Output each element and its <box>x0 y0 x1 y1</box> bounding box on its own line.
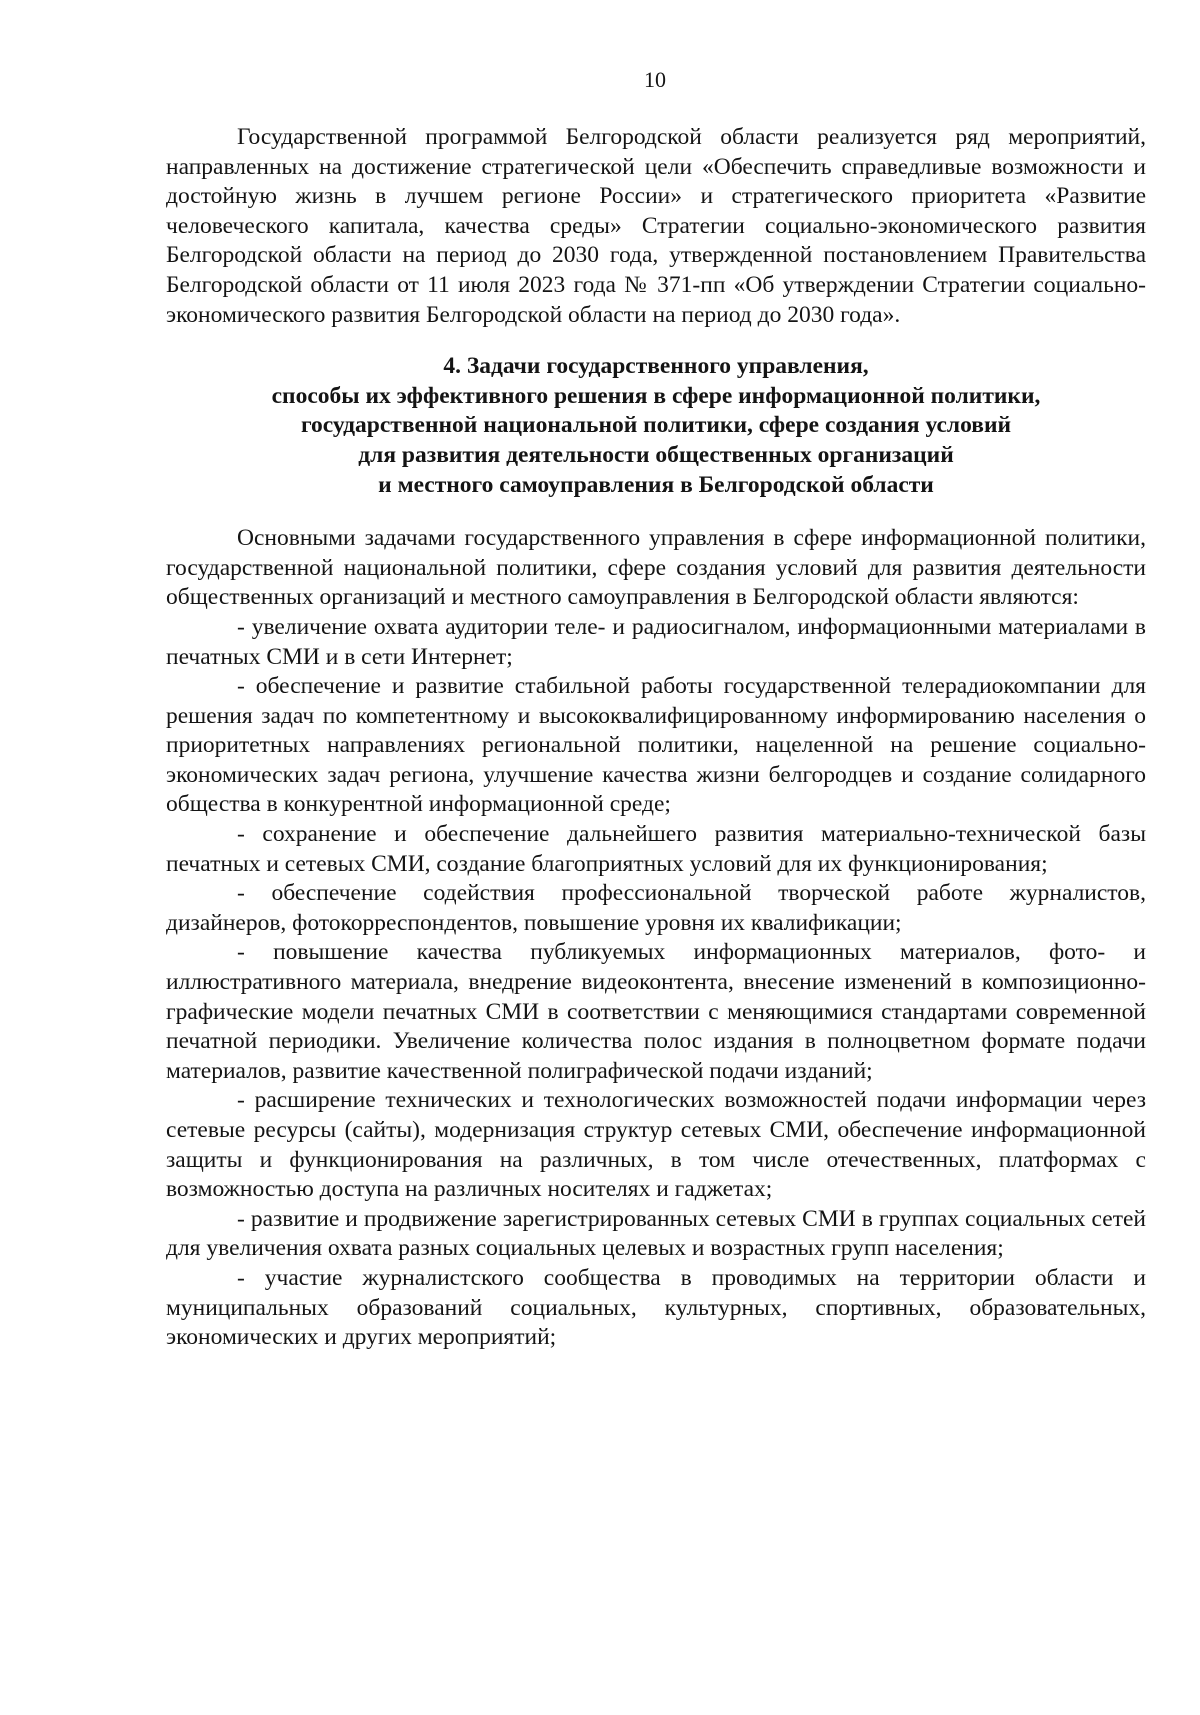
section-heading <box>166 352 1146 500</box>
section-heading-line-3: государственной национальной политики, сфере создания условий <box>300 412 1012 439</box>
task-item: - развитие и продвижение зарегистрированных сетевых СМИ в группах социальных сетей для увеличения охвата разных социальных целевых и возрастных групп населения; <box>166 1205 1146 1262</box>
document-body <box>166 123 1146 1353</box>
section-heading-line-1: 4. Задачи государственного управления, <box>443 353 869 380</box>
task-item: - обеспечение и развитие стабильной работы государственной телерадиокомпании для решения задач по компетентному и высококвалифицированному информированию населения о приоритетных направлениях региональной политики, нацеленной на решение социально-экономических задач региона, улучшение качества жизни белгородцев и создание солидарного общества в конкурентной информационной среде; <box>166 673 1146 818</box>
task-item: - участие журналистского сообщества в проводимых на территории области и муниципальных образований социальных, культурных, спортивных, образовательных, экономических и других мероприятий; <box>166 1264 1146 1351</box>
task-item: - расширение технических и технологических возможностей подачи информации через сетевые ресурсы (сайты), модернизация структур сетевых СМИ, обеспечение информационной защиты и функционирования на различных, в том числе отечественных, платформах с возможностью доступа на различных носителях и гаджетах; <box>166 1087 1146 1203</box>
tasks-intro-paragraph: Основными задачами государственного управления в сфере информационной политики, государственной национальной политики, сфере создания условий для развития деятельности общественных организаций и местного самоуправления в Белгородской области являются: <box>166 525 1146 611</box>
task-item: - увеличение охвата аудитории теле- и радиосигналом, информационными материалами в печатных СМИ и в сети Интернет; <box>166 613 1146 670</box>
tasks-list <box>166 613 1146 1353</box>
intro-paragraph: Государственной программой Белгородской области реализуется ряд мероприятий, направленных на достижение стратегической цели «Обеспечить справедливые возможности и достойную жизнь в лучшем регионе России» и стратегического приоритета «Развитие человеческого капитала, качества среды» Стратегии социально-экономического развития Белгородской области на период до 2030 года, утвержденной постановлением Правительства Белгородской области от 11 июля 2023 года № 371-пп «Об утверждении Стратегии социально-экономического развития Белгородской области на период до 2030 года». <box>166 124 1146 328</box>
page-number: 10 <box>644 67 666 92</box>
section-heading-line-2: способы их эффективного решения в сфере информационной политики, <box>271 382 1041 409</box>
task-item: - обеспечение содействия профессиональной творческой работе журналистов, дизайнеров, фотокорреспондентов, повышение уровня их квалификации; <box>166 880 1146 936</box>
task-item: - сохранение и обеспечение дальнейшего развития материально-технической базы печатных и сетевых СМИ, создание благоприятных условий для их функционирования; <box>166 821 1146 877</box>
section-heading-line-4: для развития деятельности общественных организаций <box>358 441 954 468</box>
task-item: - повышение качества публикуемых информационных материалов, фото- и иллюстративного материала, внедрение видеоконтента, внесение изменений в композиционно-графические модели печатных СМИ в соответствии с меняющимися стандартами современной печатной периодики. Увеличение количества полос издания в полноцветном формате подачи материалов, развитие качественной полиграфической подачи изданий; <box>166 939 1146 1084</box>
section-heading-line-5: и местного самоуправления в Белгородской области <box>378 471 934 498</box>
